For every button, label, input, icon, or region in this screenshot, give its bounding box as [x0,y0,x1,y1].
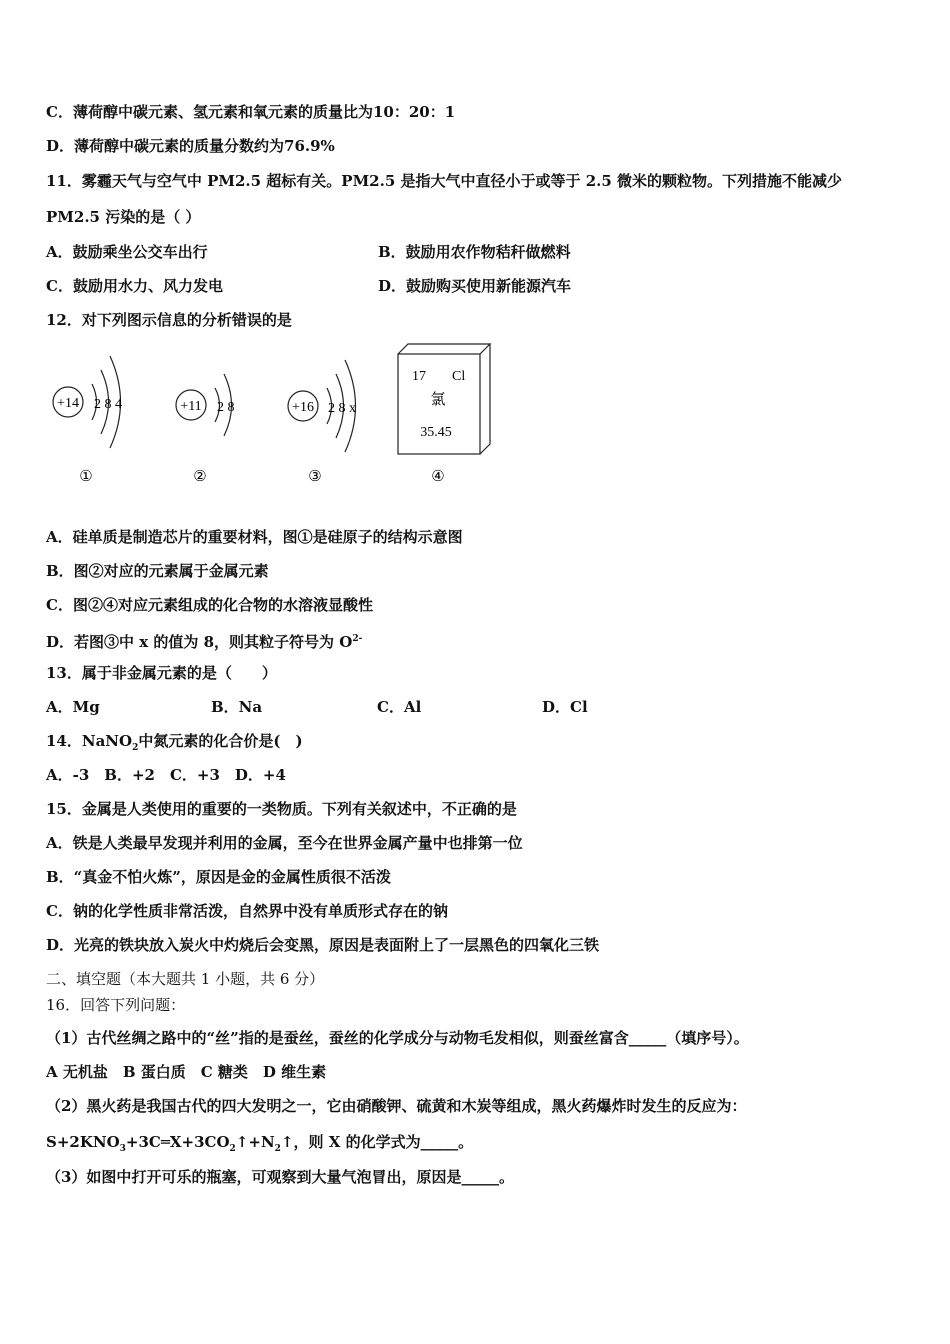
q12-option-c: C．图②④对应元素组成的化合物的水溶液显酸性 [46,596,373,614]
q12-figures [46,340,526,490]
q16-part3: （3）如图中打开可乐的瓶塞，可观察到大量气泡冒出，原因是_____。 [46,1168,514,1186]
q14-stem-a: 14．NaNO [46,732,133,750]
fig1-label: ① [79,469,93,485]
q16-part1-options: A 无机盐 B 蛋白质 C 糖类 D 维生素 [46,1063,327,1081]
fig1-electrons: 2 8 4 [94,397,122,412]
eq-sub-2: 2 [229,1144,236,1154]
q12-stem: 12．对下列图示信息的分析错误的是 [46,311,292,329]
q12-option-d-text: D．若图③中 x 的值为 8，则其粒子符号为 O [46,633,353,651]
q14-stem-sub: 2 [132,743,139,753]
q14-options: A．-3 B．+2 C．+3 D．+4 [46,766,286,784]
eq-sub-3: 2 [274,1144,281,1154]
q15-option-c: C．钠的化学性质非常活泼，自然界中没有单质形式存在的钠 [46,902,448,920]
q11-option-a: A．鼓励乘坐公交车出行 [46,243,208,261]
fig3-nucleus: +16 [292,400,314,415]
eq-part-e: ↑+N [235,1133,275,1151]
q12-option-a: A．硅单质是制造芯片的重要材料，图①是硅原子的结构示意图 [46,528,463,546]
q11-stem-line1: 11．雾霾天气与空气中 PM2.5 超标有关。PM2.5 是指大气中直径小于或等于 2.5 微米的颗粒物。下列措施不能减少 [46,172,843,190]
q13-option-b: B．Na [211,698,263,716]
q15-option-b: B．“真金不怕火炼”，原因是金的金属性质很不活泼 [46,868,391,886]
fig4-label: ④ [431,469,445,485]
q11-option-b: B．鼓励用农作物秸秆做燃料 [378,243,571,261]
fig2-electrons: 2 8 [217,400,235,415]
q12-option-b: B．图②对应的元素属于金属元素 [46,562,269,580]
fig2-nucleus: +11 [180,399,202,414]
atom-diagrams [46,340,526,490]
q10-option-c: C．薄荷醇中碳元素、氢元素和氧元素的质量比为10：20：1 [46,103,456,121]
q12-option-d [46,629,362,652]
q13-option-d: D．Cl [542,698,588,716]
fig2-label: ② [193,469,207,485]
q16-stem: 16．回答下列问题： [46,996,186,1014]
element-symbol: Cl [452,369,466,384]
q13-stem: 13．属于非金属元素的是（ ） [46,664,277,682]
q14-stem-b: 中氮元素的化合价是( ) [138,732,303,750]
element-mass: 35.45 [420,425,452,440]
q13-option-a: A．Mg [46,698,100,716]
q10-option-d: D．薄荷醇中碳元素的质量分数约为76.9% [46,137,335,155]
q13-option-c: C．Al [377,698,422,716]
fig3-label: ③ [308,469,322,485]
fig1-nucleus: +14 [57,396,79,411]
eq-part-g: ↑，则 X 的化学式为_____。 [280,1133,474,1151]
q16-part2: （2）黑火药是我国古代的四大发明之一，它由硝酸钾、硫黄和木炭等组成，黑火药爆炸时发生的反应为： [46,1097,747,1115]
eq-sub-1: 3 [119,1144,126,1154]
eq-part-a: S+2KNO [46,1133,120,1151]
q11-stem-line2: PM2.5 污染的是（ ） [46,208,201,226]
q15-stem: 15．金属是人类使用的重要的一类物质。下列有关叙述中，不正确的是 [46,800,517,818]
q16-part1: （1）古代丝绸之路中的“丝”指的是蚕丝，蚕丝的化学成分与动物毛发相似，则蚕丝富含_____（填序号）。 [46,1029,749,1047]
q16-equation [46,1132,473,1159]
q12-option-d-charge: 2- [352,634,363,644]
q11-option-c: C．鼓励用水力、风力发电 [46,277,223,295]
q14-stem [46,731,303,758]
fig3-electrons: 2 8 x [328,401,356,416]
section-heading: 二、填空题（本大题共 1 小题，共 6 分） [46,970,325,988]
q11-option-d: D．鼓励购买使用新能源汽车 [378,277,572,295]
element-number: 17 [412,369,426,384]
q15-option-a: A．铁是人类最早发现并利用的金属，至今在世界金属产量中也排第一位 [46,834,523,852]
element-name: 氯 [430,392,446,408]
q15-option-d: D．光亮的铁块放入炭火中灼烧后会变黑，原因是表面附上了一层黑色的四氧化三铁 [46,936,600,954]
eq-part-c: +3C═X+3CO [125,1133,230,1151]
